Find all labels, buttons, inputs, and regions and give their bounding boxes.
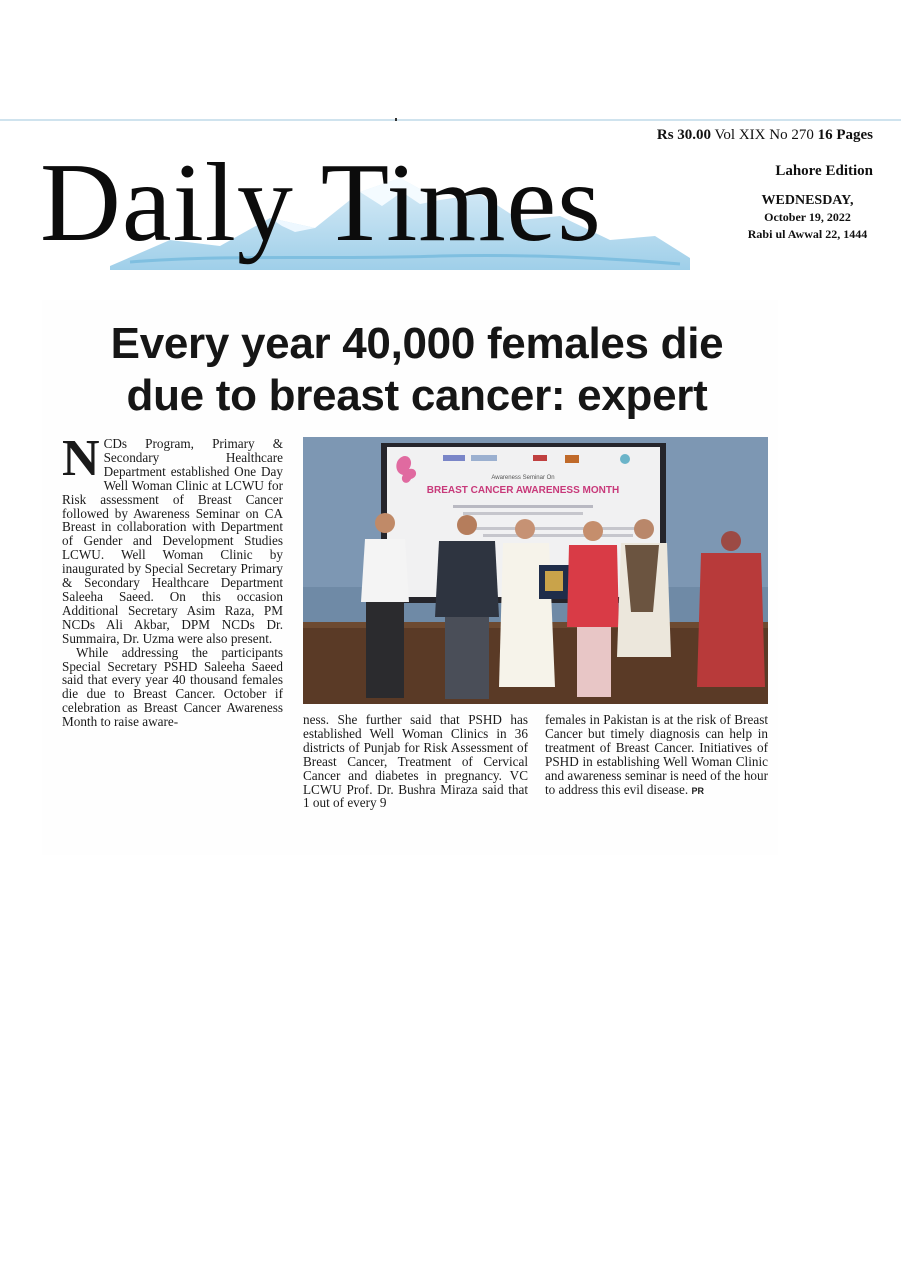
top-rule <box>0 119 901 121</box>
masthead-title: Daily Times <box>40 141 602 265</box>
person-1 <box>361 513 409 698</box>
press-release-credit: PR <box>691 785 705 796</box>
paragraph-1 <box>62 430 283 646</box>
date-block <box>745 192 870 243</box>
banner-kicker: Awareness Seminar On <box>491 475 555 481</box>
gregorian-date: October 19, 2022 <box>764 210 851 224</box>
hijri-date: Rabi ul Awwal 22, 1444 <box>747 227 868 241</box>
column-3-paragraph <box>545 713 768 798</box>
article-photo <box>303 437 768 704</box>
edition-label: Lahore Edition <box>775 163 873 179</box>
banner-title: BREAST CANCER AWARENESS MONTH <box>426 485 620 496</box>
price: Rs 30.00 <box>656 127 712 143</box>
weekday: WEDNESDAY, <box>761 193 854 208</box>
person-6 <box>697 531 765 687</box>
column-2-text: ness. She further said that PSHD has established Well Woman Clinics in 36 districts of Punjab for Risk Assessment of Breast Cancer, Treatment of Cervical Cancer and diabetes in pregnancy. VC LCWU Prof. Dr. Bushra Miraza said that 1 out of every 9 <box>303 712 528 811</box>
headline-line-2: due to breast cancer: expert <box>126 371 708 420</box>
masthead <box>40 138 690 273</box>
article-column-1 <box>62 430 283 730</box>
column-3-text: females in Pakistan is at the risk of Breast Cancer but timely diagnosis can help in treatment of Breast Cancer. Initiatives of PSHD in establishing Well Woman Clinic and awareness seminar is need of the hour to address this evil disease. <box>545 712 769 797</box>
drop-cap: N <box>62 430 100 487</box>
top-tick <box>395 118 397 121</box>
article-column-3 <box>545 713 768 798</box>
paragraph-1-text: CDs Program, Primary & Secondary Healthcare Department established One Day Well Woman Clinic at LCWU for Risk assessment of Breast Cancer followed by Awareness Seminar on CA Breast in collaboration with Department of Gender and Development Studies LCWU. Well Woman Clinic by inaugurated by Special Secretary Primary & Secondary Healthcare Department Saleeha Saeed. On this occasion Additional Secretary Asim Raza, PM NCDs Ali Akbar, DPM NCDs Dr. Summaira, Dr. Uzma were also present. <box>62 436 283 646</box>
page-count: 16 Pages <box>817 127 873 143</box>
article-column-2 <box>303 713 528 810</box>
volume-number: Vol XIX No 270 <box>714 127 814 143</box>
article-headline <box>57 318 777 422</box>
headline-line-1: Every year 40,000 females die <box>110 319 724 368</box>
person-3 <box>499 519 555 687</box>
seminar-photo <box>303 437 768 704</box>
paragraph-2: While addressing the participants Special Secretary PSHD Saleeha Saeed said that every year 40 thousand females die due to Breast Cancer. October if celebration as Breast Cancer Awareness Month to raise aware- <box>62 644 283 730</box>
